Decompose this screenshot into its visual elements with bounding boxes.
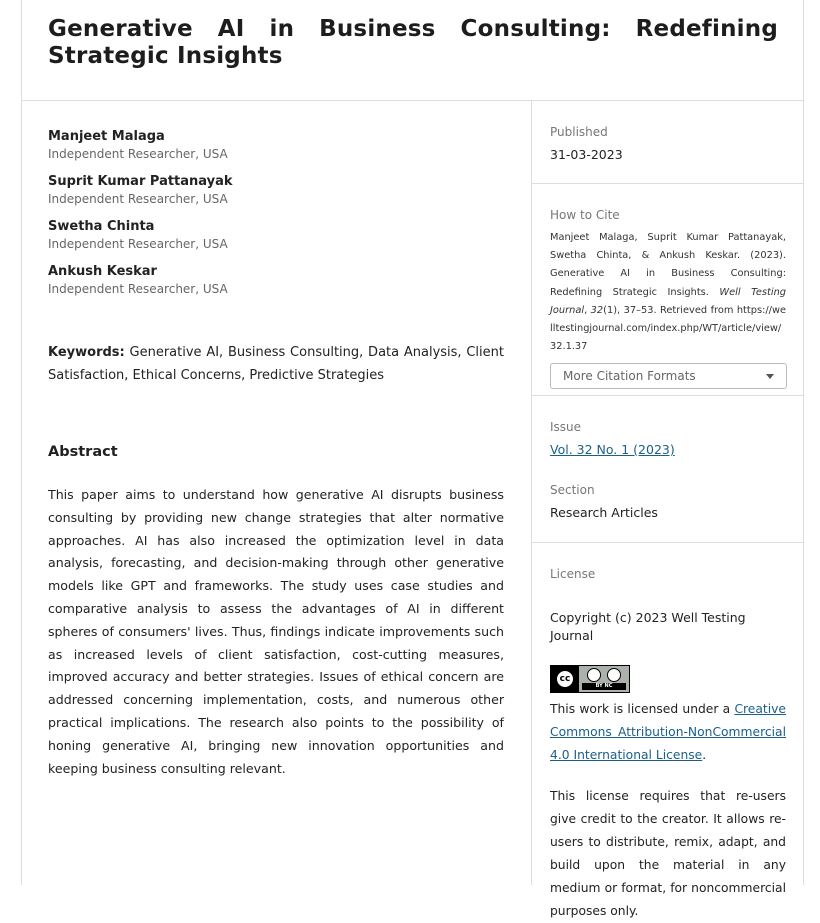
- citation-formats-dropdown[interactable]: [550, 363, 787, 389]
- cc-license-badge[interactable]: [550, 665, 630, 693]
- author-entry: [48, 173, 504, 208]
- article-title: Generative AI in Business Consulting: Redefining Strategic Insights: [48, 16, 778, 69]
- cc-badge-text: BY NC: [582, 683, 626, 690]
- issue-value: [550, 441, 786, 459]
- published-label: Published: [550, 125, 608, 139]
- author-entry: [48, 128, 504, 163]
- author-entry: [48, 263, 504, 298]
- published-section: [532, 101, 804, 184]
- citation-volume: 32: [590, 304, 604, 316]
- issue-label: Issue: [550, 420, 582, 434]
- cc-nc-icon: [607, 668, 621, 682]
- cc-logo-icon: cc: [551, 666, 579, 692]
- copyright-text: Copyright (c) 2023 Well Testing Journal: [550, 610, 746, 643]
- abstract-text: This paper aims to understand how generative AI disrupts business consulting by providing new change strategies that alter normative approaches. AI has also increased the optimization level in data analysis, forecasting, and decision-making through other generative models like GPT and frameworks. The study uses case studies and comparative analysis to assess the advantages of AI in different spheres of consumers' lives. Thus, findings indicate improvements such as increased levels of client satisfaction, cost-cutting measures, improved accuracy and better strategies. Issues of ethical concern are addressed concerning implementation, costs, and numerous other practical implications. The research also points to the possibility of honing generative AI, bringing new innovation opportunities and keeping business consulting relevant.: [48, 487, 504, 776]
- keywords: [48, 341, 504, 387]
- citation-journal: Well Testing Journal: [550, 286, 786, 316]
- issue-link[interactable]: Vol. 32 No. 1 (2023): [550, 442, 675, 457]
- cc-badge-icons: [579, 666, 629, 692]
- author-affiliation: Independent Researcher, USA: [48, 147, 228, 161]
- author-affiliation: Independent Researcher, USA: [48, 237, 228, 251]
- section-value: Research Articles: [550, 505, 658, 520]
- cite-section: [532, 184, 804, 396]
- citation-formats-label: More Citation Formats: [563, 369, 696, 384]
- license-link[interactable]: Creative Commons Attribution-NonCommercial 4.0 International License: [550, 702, 786, 762]
- author-affiliation: Independent Researcher, USA: [48, 192, 228, 206]
- published-date: 31-03-2023: [550, 147, 623, 162]
- cc-by-icon: [587, 668, 601, 682]
- license-period: .: [702, 748, 707, 762]
- license-intro: This work is licensed under a: [550, 702, 735, 716]
- cite-label: How to Cite: [550, 208, 620, 222]
- citation-rest: (1), 37–53. Retrieved from https://welltestingjournal.com/index.php/WT/article/view/32.1.37: [550, 304, 787, 353]
- license-label: License: [550, 567, 596, 581]
- keywords-label: Keywords:: [48, 345, 125, 360]
- citation-separator: ,: [584, 304, 591, 316]
- chevron-down-icon: [766, 374, 774, 379]
- license-terms: This license requires that re-users give credit to the creator. It allows re-users to distribute, remix, adapt, and build upon the material in any medium or format, for noncommercial purposes only.: [550, 789, 786, 918]
- cc-badge-icon-row: [587, 668, 621, 682]
- citation-text: [550, 229, 786, 356]
- section-label: Section: [550, 483, 595, 497]
- author-entry: [48, 218, 504, 253]
- sidebar: [532, 101, 804, 923]
- author-name: Manjeet Malaga: [48, 129, 165, 144]
- license-statement: [550, 698, 786, 767]
- license-section: [532, 543, 804, 923]
- citation-authors: Manjeet Malaga, Suprit Kumar Pattanayak, Swetha Chinta, & Ankush Keskar. (2023). Generative AI in Business Consulting: Redefining Strategic Insights.: [550, 232, 786, 298]
- author-name: Suprit Kumar Pattanayak: [48, 174, 233, 189]
- author-name: Swetha Chinta: [48, 219, 155, 234]
- author-affiliation: Independent Researcher, USA: [48, 282, 228, 296]
- issue-section: [532, 396, 804, 543]
- author-list: [48, 128, 504, 298]
- keywords-text: Generative AI, Business Consulting, Data Analysis, Client Satisfaction, Ethical Concerns, Predictive Strategies: [48, 345, 504, 383]
- author-name: Ankush Keskar: [48, 264, 157, 279]
- abstract-heading: Abstract: [48, 444, 118, 460]
